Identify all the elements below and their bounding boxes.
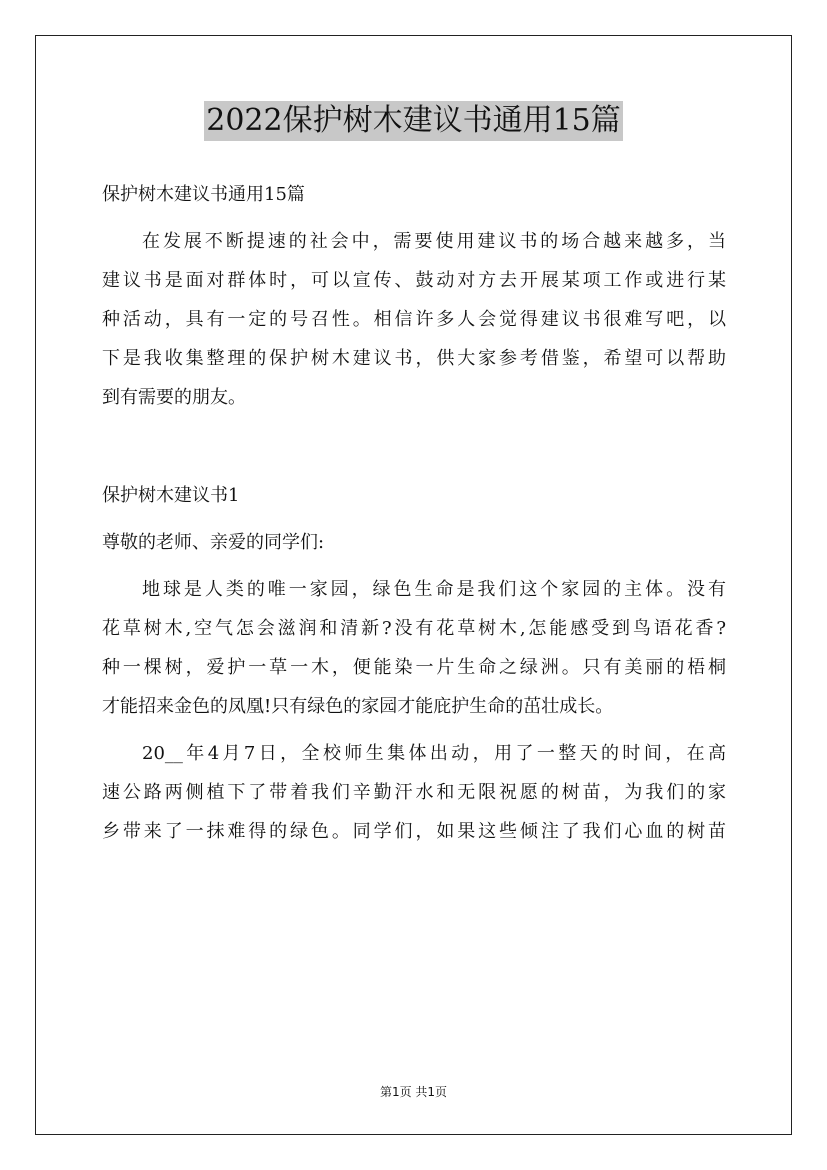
title-container [0, 101, 827, 141]
paragraph-line: 地球是人类的唯一家园，绿色生命是我们这个家园的主体。没有 [142, 579, 726, 600]
paragraph-line: 花草树木,空气怎会滋润和清新?没有花草树木,怎能感受到鸟语花香? [102, 618, 726, 639]
intro-line: 建议书是面对群体时，可以宣传、鼓动对方去开展某项工作或进行某 [102, 270, 726, 291]
paragraph-line: 20__年4月7日，全校师生集体出动，用了一整天的时间，在高 [142, 743, 726, 764]
salutation: 尊敬的老师、亲爱的同学们: [102, 532, 325, 553]
page-number-label: 第1页 共1页 [379, 1085, 448, 1099]
body-paragraph-2 [102, 734, 726, 851]
intro-paragraph [102, 222, 726, 417]
intro-line: 到有需要的朋友。 [102, 387, 246, 408]
paragraph-line: 速公路两侧植下了带着我们辛勤汗水和无限祝愿的树苗，为我们的家 [102, 782, 726, 803]
intro-line: 下是我收集整理的保护树木建议书，供大家参考借鉴，希望可以帮助 [102, 348, 726, 369]
paragraph-line: 才能招来金色的凤凰!只有绿色的家园才能庇护生命的茁壮成长。 [102, 696, 614, 717]
paragraph-line: 乡带来了一抹难得的绿色。同学们，如果这些倾注了我们心血的树苗 [102, 821, 726, 842]
document-body [102, 175, 726, 851]
body-paragraph-1 [102, 570, 726, 726]
intro-line: 种活动，具有一定的号召性。相信许多人会觉得建议书很难写吧，以 [102, 309, 726, 330]
page-footer [0, 1082, 827, 1102]
document-title: 2022保护树木建议书通用15篇 [204, 101, 623, 141]
paragraph-line: 种一棵树，爱护一草一木，便能染一片生命之绿洲。只有美丽的梧桐 [102, 657, 726, 678]
intro-line: 在发展不断提速的社会中，需要使用建议书的场合越来越多，当 [142, 231, 726, 252]
document-subtitle: 保护树木建议书通用15篇 [102, 184, 305, 205]
section-heading: 保护树木建议书1 [102, 485, 240, 506]
